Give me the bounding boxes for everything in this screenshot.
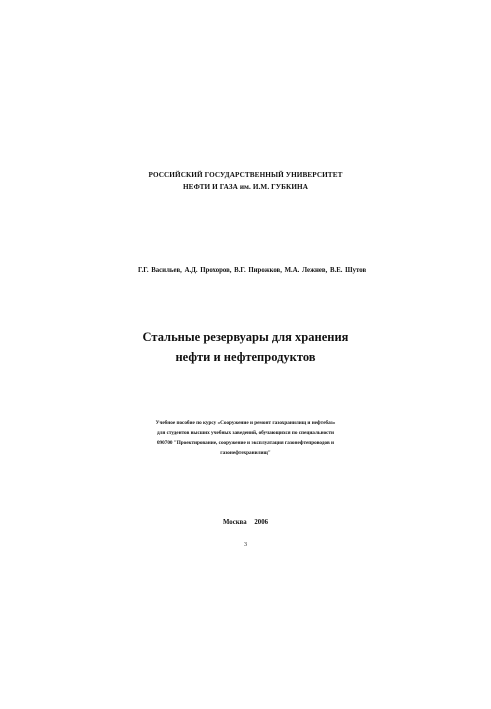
description-line-2: для студентов высших учебных заведений, обучающихся по специальности <box>156 430 335 436</box>
book-title <box>0 327 491 367</box>
authors: Г.Г. Васильев, А.Д. Прохоров, В.Г. Пирожков, М.А. Лежнев, В.Е. Шутов <box>138 267 367 274</box>
university-line-2: НЕФТИ И ГАЗА им. И.М. ГУБКИНА <box>182 183 308 191</box>
description-line-1: Учебное пособие по курсу «Сооружение и ремонт газохранилищ и нефтебаз» <box>155 420 336 426</box>
description-line-3: 090700 "Проектирование, сооружение и эксплуатация газонефтепроводов и <box>156 440 335 446</box>
university-name <box>0 169 491 193</box>
book-description <box>0 418 491 458</box>
university-line-1: РОССИЙСКИЙ ГОСУДАРСТВЕННЫЙ УНИВЕРСИТЕТ <box>148 171 343 179</box>
city-year: Москва 2006 <box>222 519 269 526</box>
book-title-line-2: нефти и нефтепродуктов <box>175 350 316 364</box>
page-number: 3 <box>244 542 247 548</box>
description-line-4: газонефтехранилищ" <box>220 450 271 456</box>
book-title-line-1: Стальные резервуары для хранения <box>142 330 349 344</box>
